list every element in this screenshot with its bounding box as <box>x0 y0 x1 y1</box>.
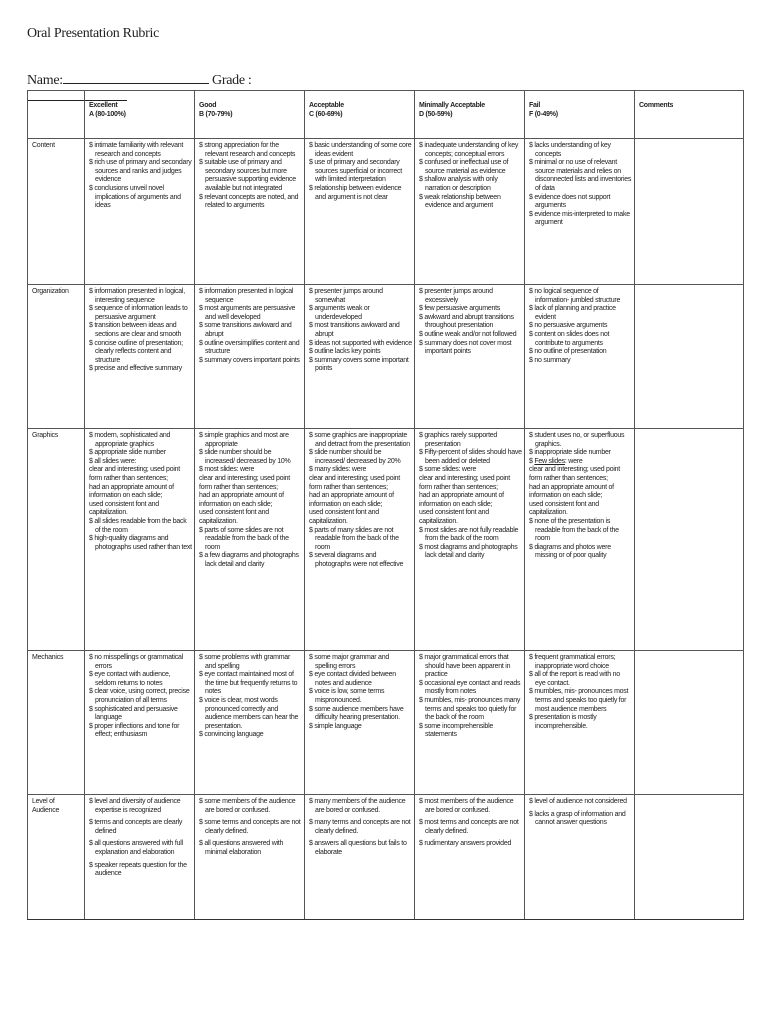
criterion-text: $ arguments weak or underdeveloped <box>309 305 370 321</box>
criterion-text: $ eye contact with audience, seldom returns to notes <box>89 671 171 687</box>
criterion-text: $ some incomprehensible statements <box>419 722 494 739</box>
criterion-text: $ a few diagrams and photographs lack detail and clarity <box>199 552 299 568</box>
criterion-text: $ slide number should be increased/ decreased by 10% <box>199 449 291 465</box>
name-field[interactable] <box>63 72 209 84</box>
rubric-cell-acceptable <box>305 429 415 651</box>
criterion-text: $ no outline of presentation <box>529 348 607 356</box>
rubric-cell-minimally-acceptable <box>415 795 525 920</box>
criterion-text: $ slide number should be increased/ decreased by 20% <box>309 449 401 465</box>
header-acceptable: Acceptable C (60-69%) <box>305 91 415 139</box>
criterion-text: $ convincing language <box>199 731 264 739</box>
rubric-cell-fail <box>525 651 635 795</box>
criterion-text: $ no logical sequence of information- jumbled structure <box>529 288 621 304</box>
rubric-row <box>28 429 744 651</box>
criterion-text: $ awkward and abrupt transitions throughout presentation <box>419 313 514 330</box>
corner-cell <box>28 91 85 139</box>
criterion-text: $ most diagrams and photographs lack detail and clarity <box>419 543 518 560</box>
criterion-text: $ shallow analysis with only narration or description <box>419 176 498 192</box>
rubric-row <box>28 139 744 285</box>
criterion-text: $ lacks understanding of key concepts <box>529 142 611 158</box>
rubric-cell-excellent <box>85 139 195 285</box>
criterion-text: clear and interesting; used point form rather than sentences; <box>419 474 510 491</box>
rubric-row <box>28 795 744 920</box>
criterion-text: $ most arguments are persuasive and well developed <box>199 305 296 321</box>
rubric-cell-excellent <box>85 285 195 429</box>
comments-cell[interactable] <box>635 651 744 795</box>
criterion-text: $ none of the presentation is readable from the back of the room <box>529 517 619 543</box>
header-fail: Fail F (0-49%) <box>525 91 635 139</box>
criterion-text: $ Few slides: were <box>529 457 583 465</box>
criterion-text: $ level and diversity of audience expertise is recognized <box>89 798 181 814</box>
criterion-text: $ all of the report is read with no eye contact. <box>529 671 620 687</box>
criterion-text: $ relevant concepts are noted, and related to arguments <box>199 193 299 210</box>
rubric-cell-excellent <box>85 429 195 651</box>
criterion-label: Mechanics <box>28 651 85 795</box>
criterion-text: clear and interesting; used point form rather than sentences; <box>529 466 620 482</box>
criterion-text: $ most members of the audience are bored or confused. <box>419 798 514 814</box>
criterion-text: $ mumbles, mis- pronounces most terms and speaks too quietly for most audience members <box>529 688 629 713</box>
criterion-text: $ inadequate understanding of key concepts; conceptual errors <box>419 142 519 158</box>
criterion-text: $ ideas not supported with evidence <box>309 339 412 347</box>
criterion-text: $ inappropriate slide number <box>529 449 611 457</box>
criterion-text: $ many members of the audience are bored or confused. <box>309 798 406 814</box>
criterion-text: $ rudimentary answers provided <box>419 840 512 848</box>
rubric-body <box>28 139 744 920</box>
criterion-text: $ all slides readable from the back of the room <box>89 517 187 534</box>
criterion-text: $ all questions answered with full explanation and elaboration <box>89 840 183 856</box>
criterion-text: $ voice is clear, most words pronounced correctly and audience members can hear the presentation. <box>199 696 299 730</box>
criterion-text: $ suitable use of primary and secondary sources but more persuasive supporting evidence available but not integrated <box>199 159 296 192</box>
rubric-cell-good <box>195 139 305 285</box>
criterion-text: $ intimate familiarity with relevant research and concepts <box>89 142 184 158</box>
rubric-cell-minimally-acceptable <box>415 429 525 651</box>
criterion-text: $ sequence of information leads to persuasive argument <box>89 305 188 321</box>
criterion-text: used consistent font and capitalization. <box>199 509 269 525</box>
criterion-text: $ proper inflections and tone for effect; enthusiasm <box>89 722 180 739</box>
criterion-text: $ relationship between evidence and argument is not clear <box>309 184 402 201</box>
criterion-text: $ modern, sophisticated and appropriate graphics <box>89 432 171 448</box>
criterion-text: $ graphics rarely supported presentation <box>419 432 498 448</box>
header-good: Good B (70-79%) <box>195 91 305 139</box>
criterion-text: had an appropriate amount of information on each slide; <box>89 483 174 500</box>
criterion-text: $ weak relationship between evidence and argument <box>419 193 501 210</box>
criterion-text: $ appropriate slide number <box>89 449 166 457</box>
criterion-text: $ outline weak and/or not followed <box>419 330 517 338</box>
criterion-text: $ conclusions unveil novel implications of arguments and ideas <box>89 184 181 210</box>
rubric-cell-fail <box>525 285 635 429</box>
rubric-cell-acceptable <box>305 139 415 285</box>
rubric-cell-excellent <box>85 795 195 920</box>
criterion-text: $ most transitions awkward and abrupt <box>309 322 400 338</box>
comments-cell[interactable] <box>635 285 744 429</box>
header-excellent: Excellent A (80-100%) <box>85 91 195 139</box>
criterion-text: $ evidence mis-interpreted to make argument <box>529 210 630 227</box>
rubric-cell-fail <box>525 139 635 285</box>
criterion-text: $ level of audience not considered <box>529 798 627 805</box>
criterion-label: Organization <box>28 285 85 429</box>
criterion-text: $ information presented in logical sequence <box>199 288 294 304</box>
criterion-text: $ some slides: were <box>419 466 477 474</box>
header-row <box>28 91 744 139</box>
criterion-text: $ minimal or no use of relevant source materials and relies on disconnected lists and inventories of data <box>529 159 632 192</box>
criterion-text: had an appropriate amount of information on each slide; <box>309 492 394 508</box>
criterion-text: $ several diagrams and photographs were not effective <box>309 552 404 568</box>
criterion-text: $ parts of some slides are not readable from the back of the room <box>199 526 289 551</box>
header-minimally-acceptable: Minimally Acceptable D (50-59%) <box>415 91 525 139</box>
criterion-text: $ evidence does not support arguments <box>529 193 611 210</box>
criterion-text: $ simple graphics and most are appropriate <box>199 432 289 448</box>
rubric-cell-good <box>195 429 305 651</box>
criterion-text: $ lacks a grasp of information and cannot answer questions <box>529 810 626 827</box>
criterion-text: $ some audience members have difficulty hearing presentation. <box>309 705 404 722</box>
criterion-text: $ no misspellings or grammatical errors <box>89 654 183 670</box>
criterion-text: $ some graphics are inappropriate and detract from the presentation <box>309 432 410 448</box>
criterion-text: $ Fifty-percent of slides should have been added or deleted <box>419 449 522 465</box>
criterion-text: $ eye contact divided between notes and audience <box>309 671 396 687</box>
criterion-text: $ concise outline of presentation; clearly reflects content and structure <box>89 339 183 364</box>
criterion-label: Graphics <box>28 429 85 651</box>
criterion-text: $ presenter jumps around somewhat <box>309 288 383 304</box>
criterion-text: $ sophisticated and persuasive language <box>89 705 178 722</box>
criterion-text: $ answers all questions but fails to elaborate <box>309 840 407 856</box>
criterion-text: had an appropriate amount of information on each slide; <box>419 492 504 508</box>
criterion-text: $ some transitions awkward and abrupt <box>199 322 292 338</box>
criterion-text: $ many slides: were <box>309 466 367 474</box>
criterion-text: $ few persuasive arguments <box>419 305 501 313</box>
criterion-text: $ presenter jumps around excessively <box>419 288 493 304</box>
criterion-text: $ diagrams and photos were missing or of poor quality <box>529 543 611 560</box>
criterion-text: clear and interesting; used point form rather than sentences; <box>89 466 180 482</box>
criterion-text: $ strong appreciation for the relevant research and concepts <box>199 142 296 158</box>
criterion-text: $ some members of the audience are bored or confused. <box>199 798 296 814</box>
criterion-text: $ eye contact maintained most of the time but frequently returns to notes <box>199 671 298 696</box>
criterion-text: used consistent font and capitalization. <box>309 509 379 525</box>
grade-label: Grade : <box>212 73 252 88</box>
criterion-text: used consistent font and capitalization. <box>89 500 159 517</box>
criterion-text: $ speaker repeats question for the audience <box>89 861 187 878</box>
criterion-text: used consistent font and capitalization. <box>419 509 489 525</box>
criterion-text: $ rich use of primary and secondary sources and ranks and judges evidence <box>89 159 192 184</box>
criterion-text: $ confused or ineffectual use of source material as evidence <box>419 159 509 175</box>
criterion-text: $ most slides are not fully readable from the back of the room <box>419 526 519 543</box>
rubric-row <box>28 651 744 795</box>
criterion-text: clear and interesting; used point form rather than sentences; <box>199 474 290 491</box>
rubric-cell-minimally-acceptable <box>415 139 525 285</box>
comments-cell[interactable] <box>635 795 744 920</box>
rubric-table <box>27 90 744 920</box>
criterion-text: used consistent font and capitalization. <box>529 500 599 517</box>
criterion-text: $ basic understanding of some core ideas evident <box>309 142 412 158</box>
criterion-text: $ summary covers some important points <box>309 356 409 373</box>
comments-cell[interactable] <box>635 429 744 651</box>
criterion-text: $ frequent grammatical errors; inappropriate word choice <box>529 654 616 670</box>
criterion-text: $ outline oversimplifies content and structure <box>199 339 300 356</box>
criterion-text: $ all slides were: <box>89 457 137 465</box>
criterion-label: Content <box>28 139 85 285</box>
criterion-text: had an appropriate amount of information on each slide; <box>529 483 614 500</box>
criterion-text: $ some terms and concepts are not clearly defined. <box>199 819 301 835</box>
rubric-cell-minimally-acceptable <box>415 285 525 429</box>
header-comments: Comments <box>635 91 744 139</box>
criterion-text: $ occasional eye contact and reads mostly from notes <box>419 679 521 696</box>
criterion-text: $ terms and concepts are clearly defined <box>89 819 183 835</box>
criterion-text: $ all questions answered with minimal elaboration <box>199 840 284 856</box>
rubric-cell-good <box>195 651 305 795</box>
criterion-text: $ no persuasive arguments <box>529 322 608 330</box>
rubric-cell-acceptable <box>305 285 415 429</box>
criterion-text: $ no summary <box>529 356 571 364</box>
criterion-text: $ mumbles, mis- pronounces many terms and speaks too quietly for the back of the room <box>419 696 521 722</box>
criterion-text: $ some major grammar and spelling errors <box>309 654 389 670</box>
criterion-text: $ outline lacks key points <box>309 348 381 356</box>
rubric-cell-acceptable <box>305 651 415 795</box>
criterion-text: $ major grammatical errors that should have been apparent in practice <box>419 654 511 679</box>
criterion-text: $ content on slides does not contribute to arguments <box>529 330 610 347</box>
criterion-text: $ presentation is mostly incomprehensible. <box>529 714 597 730</box>
criterion-text: $ most slides: were <box>199 466 255 474</box>
criterion-text: $ clear voice, using correct, precise pronunciation of all terms <box>89 688 190 704</box>
rubric-row <box>28 285 744 429</box>
criterion-text: $ summary covers important points <box>199 356 300 364</box>
criterion-text: $ lack of planning and practice evident <box>529 305 616 321</box>
name-label: Name: <box>27 73 63 88</box>
criterion-text: $ information presented in logical, interesting sequence <box>89 288 185 304</box>
criterion-text: $ parts of many slides are not readable from the back of the room <box>309 526 399 551</box>
rubric-cell-fail <box>525 795 635 920</box>
criterion-label: Level of Audience <box>28 795 85 920</box>
criterion-text: clear and interesting; used point form rather than sentences; <box>309 474 400 491</box>
criterion-text: $ voice is low, some terms mispronounced. <box>309 688 385 704</box>
rubric-cell-excellent <box>85 651 195 795</box>
criterion-text: $ student uses no, or superfluous graphics. <box>529 432 625 448</box>
rubric-cell-fail <box>525 429 635 651</box>
criterion-text: $ precise and effective summary <box>89 365 182 373</box>
criterion-text: $ many terms and concepts are not clearly defined. <box>309 819 411 835</box>
criterion-text: $ use of primary and secondary sources superficial or incorrect with limited interpretation <box>309 159 402 184</box>
criterion-text: had an appropriate amount of information on each slide; <box>199 492 284 508</box>
rubric-cell-minimally-acceptable <box>415 651 525 795</box>
comments-cell[interactable] <box>635 139 744 285</box>
criterion-text: $ most terms and concepts are not clearly defined. <box>419 819 519 835</box>
criterion-text: $ simple language <box>309 722 362 730</box>
criterion-text: $ summary does not cover most important points <box>419 339 512 356</box>
rubric-cell-acceptable <box>305 795 415 920</box>
criterion-text: $ transition between ideas and sections are clear and smooth <box>89 322 182 338</box>
rubric-cell-good <box>195 795 305 920</box>
page-title: Oral Presentation Rubric <box>27 26 159 41</box>
criterion-text: $ high-quality diagrams and photographs used rather than text <box>89 535 192 551</box>
rubric-cell-good <box>195 285 305 429</box>
criterion-text: $ some problems with grammar and spelling <box>199 654 291 670</box>
